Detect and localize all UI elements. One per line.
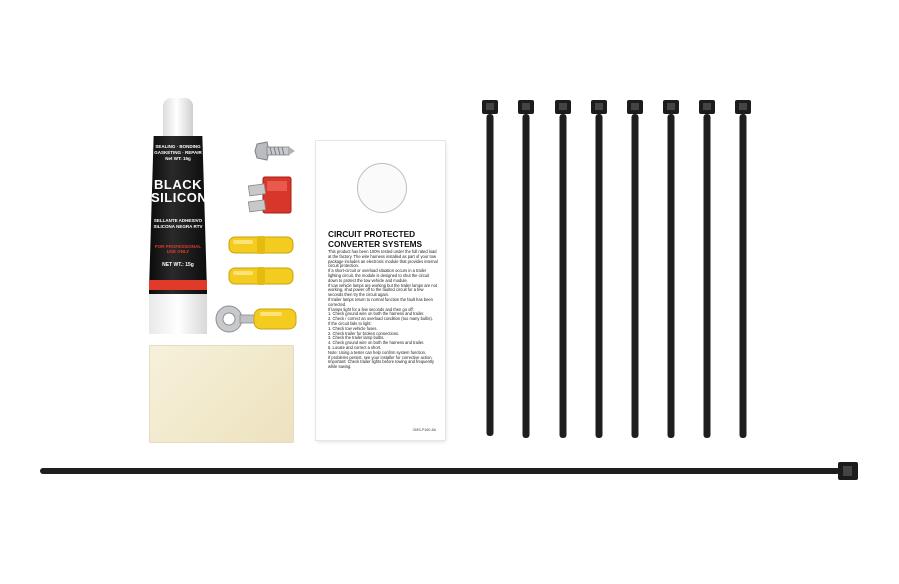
tube-brand	[151, 177, 217, 205]
fuse-icon	[246, 177, 292, 221]
card-hang-hole	[357, 163, 407, 213]
tube-cap	[163, 98, 193, 138]
zip-tie	[518, 100, 534, 438]
instruction-card	[316, 141, 445, 440]
tube-stripe	[149, 280, 207, 290]
tube-sub-line: SELLANTE ADHESIVO	[153, 218, 203, 223]
heat-shrink-pad	[149, 345, 294, 443]
card-body: This product has been 100% tested under the full rated load at the factory. The wire harness installed as part of your tow package includes an electronic module that provides internal circuit protection. If a short-circuit or overload situation occurs in a trailer lighting circuit, the module is designed to shut the circuit down to protect the tow vehicle and module. If tow vehicle lamps are working but the trailer lamps are not working, shut power off to the faulted circuit for a few seconds then try the circuit again. If trailer lamps return to normal function the fault has been corrected. If lamps light for a few seconds and then go off: 1. Check ground wire on both the harness and trailer. 2. Check / correct an overload condition (too many bulbs). If the circuit fails to light: 1. Check tow vehicle fuses. 2. Check trailer for broken connections. 3. Check the trailer lamp bulbs. 4. Check ground wire on both the harness and trailer. 5. Locate and correct a short. Note: Using a tester can help confirm system function. If problems persist, see your installer for corrective action. Important: Check trailer lights before towing and frequently while towing.	[328, 249, 438, 370]
zip-tie	[735, 100, 751, 438]
tube-top-line: GASKETING · REPAIR	[154, 150, 202, 155]
tube-net-weight: NET WT.: 15g	[162, 262, 194, 268]
tube-sub-line: SILICONA NEGRA RTV	[153, 224, 203, 229]
zip-tie	[591, 100, 607, 438]
zip-tie	[482, 100, 498, 436]
tube-brand-line: SILICONE	[151, 190, 217, 205]
tube-brand-line: BLACK	[154, 177, 202, 192]
zip-tie	[555, 100, 571, 438]
long-zip-tie	[38, 460, 862, 482]
zip-tie	[699, 100, 715, 438]
butt-connector-icon	[229, 265, 293, 287]
zip-tie	[627, 100, 643, 438]
tube-top-line: Net WT: 15g	[165, 156, 191, 161]
silicone-tube	[143, 98, 217, 334]
butt-connector-icon	[229, 234, 293, 256]
tube-crimp-end	[149, 294, 207, 334]
ring-terminal-icon	[214, 303, 296, 335]
card-code: OMS-P160-8A	[412, 428, 436, 432]
card-title: CIRCUIT PROTECTED CONVERTER SYSTEMS	[328, 229, 423, 249]
tube-top-line: SEALING · BONDING	[155, 144, 201, 149]
screw-icon	[255, 140, 295, 162]
zip-tie-group	[478, 98, 758, 444]
zip-tie	[663, 100, 679, 438]
tube-use-note: FOR PROFESSIONAL USE ONLY	[154, 244, 202, 254]
